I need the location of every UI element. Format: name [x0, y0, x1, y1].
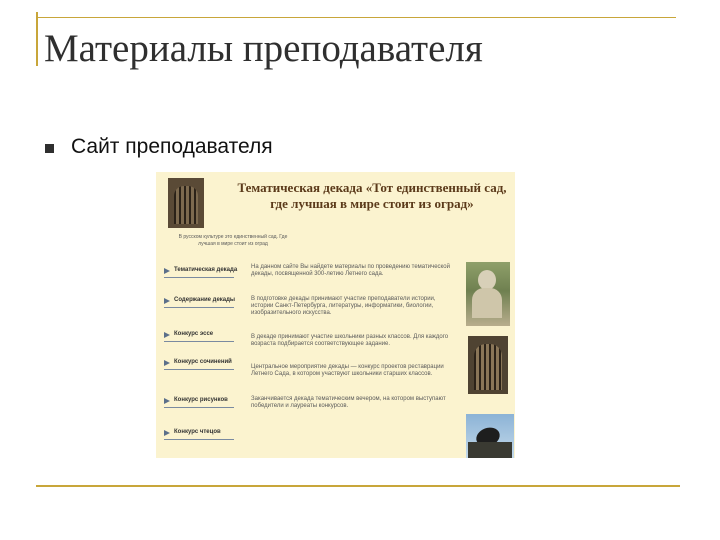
website-caption: В русском культуре это единственный сад. Где лучшая в мире стоит из оград — [178, 234, 288, 247]
arrow-icon — [164, 268, 170, 274]
nav-item-label: Конкурс сочинений — [174, 359, 232, 365]
website-paragraph: На данном сайте Вы найдете материалы по проведению тематической декады, посвященной 300-летию Летнего сада. — [251, 264, 450, 277]
nav-item-label: Тематическая декада — [174, 267, 238, 273]
frame-bottom-rule — [36, 485, 680, 487]
website-screenshot — [156, 172, 515, 458]
website-paragraph: В декаде принимают участие школьники разных классов. Для каждого возраста подбирается соответствующее задание. — [251, 334, 449, 347]
bird-photo — [466, 414, 514, 458]
frame-top-rule — [36, 17, 676, 18]
gate-photo — [168, 178, 204, 228]
nav-item-label: Конкурс рисунков — [174, 397, 228, 403]
frame-vertical-rule — [36, 12, 38, 66]
nav-item-drawings[interactable] — [164, 398, 244, 412]
bullet-text: Сайт преподавателя — [71, 135, 273, 158]
slide-title: Материалы преподавателя — [44, 27, 483, 70]
website-paragraph: В подготовке декады принимают участие преподаватели истории, истории Санкт-Петербурга, литературы, информатики, биологии, изобразительного искусства. — [251, 296, 436, 316]
gate-photo — [468, 336, 508, 394]
arrow-icon — [164, 398, 170, 404]
nav-item-label: Конкурс чтецов — [174, 429, 221, 435]
bullet-square-icon — [45, 144, 54, 153]
website-paragraph: Заканчивается декада тематическим вечером, на котором выступают победители и лауреаты конкурсов. — [251, 396, 446, 409]
website-header: Тематическая декада «Тот единственный сад, где лучшая в мире стоит из оград» — [237, 180, 507, 211]
website-paragraph: Центральное мероприятие декады — конкурс проектов реставрации Летнего Сада, в котором участвуют школьники старших классов. — [251, 364, 444, 377]
arrow-icon — [164, 332, 170, 338]
nav-item-label: Конкурс эссе — [174, 331, 214, 337]
statue-photo — [466, 262, 510, 326]
nav-item-essay[interactable] — [164, 332, 244, 346]
nav-item-content[interactable] — [164, 298, 244, 312]
arrow-icon — [164, 298, 170, 304]
arrow-icon — [164, 430, 170, 436]
nav-item-theme-decade[interactable] — [164, 268, 244, 282]
nav-item-compositions[interactable] — [164, 360, 244, 374]
arrow-icon — [164, 360, 170, 366]
nav-item-label: Содержание декады — [174, 297, 236, 303]
nav-item-readers[interactable] — [164, 430, 244, 444]
